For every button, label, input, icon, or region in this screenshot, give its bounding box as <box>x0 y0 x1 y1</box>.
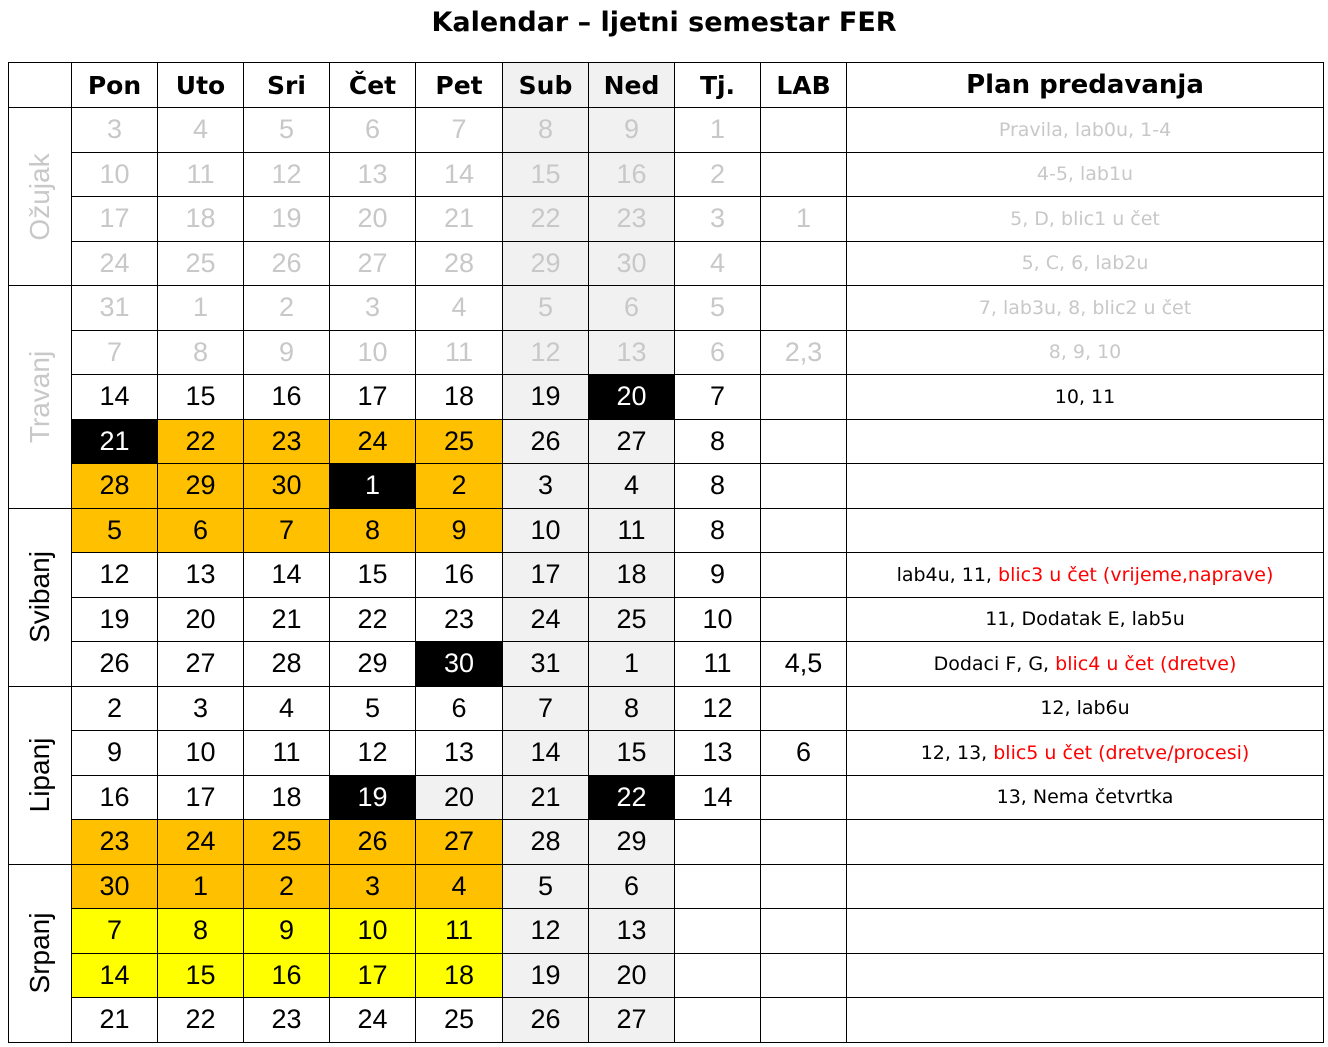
plan-cell <box>847 508 1324 553</box>
day-cell-fri: 21 <box>416 197 503 242</box>
header-tue: Uto <box>158 63 244 108</box>
day-cell-sun: 27 <box>589 419 675 464</box>
day-cell-tue: 15 <box>158 953 244 998</box>
day-cell-sat: 14 <box>503 731 589 776</box>
calendar-row <box>9 597 1324 642</box>
plan-text: Dodaci F, G, <box>933 652 1056 675</box>
plan-text: 10, 11 <box>1054 385 1116 408</box>
day-cell-fri: 4 <box>416 864 503 909</box>
day-cell-sat: 7 <box>503 686 589 731</box>
day-cell-sat: 26 <box>503 419 589 464</box>
week-number-cell: 9 <box>675 553 761 598</box>
day-cell-sun: 11 <box>589 508 675 553</box>
day-cell-tue: 20 <box>158 597 244 642</box>
day-cell-wed: 21 <box>244 597 330 642</box>
week-number-cell: 7 <box>675 375 761 420</box>
day-cell-tue: 6 <box>158 508 244 553</box>
week-number-cell: 2 <box>675 152 761 197</box>
day-cell-sat: 12 <box>503 909 589 954</box>
header-week: Tj. <box>675 63 761 108</box>
day-cell-fri: 11 <box>416 330 503 375</box>
plan-cell <box>847 909 1324 954</box>
day-cell-fri: 30 <box>416 642 503 687</box>
week-number-cell <box>675 953 761 998</box>
day-cell-mon: 12 <box>72 553 158 598</box>
day-cell-fri: 13 <box>416 731 503 776</box>
calendar-row <box>9 330 1324 375</box>
day-cell-sat: 22 <box>503 197 589 242</box>
day-cell-fri: 11 <box>416 909 503 954</box>
lab-cell: 4,5 <box>761 642 847 687</box>
day-cell-fri: 14 <box>416 152 503 197</box>
calendar-row <box>9 464 1324 509</box>
week-number-cell: 4 <box>675 241 761 286</box>
day-cell-mon: 28 <box>72 464 158 509</box>
plan-cell <box>847 330 1324 375</box>
plan-text: 5, D, blic1 u čet <box>1010 207 1160 230</box>
day-cell-thu: 3 <box>330 286 416 331</box>
day-cell-tue: 27 <box>158 642 244 687</box>
plan-cell <box>847 108 1324 153</box>
day-cell-fri: 7 <box>416 108 503 153</box>
semester-calendar-table <box>8 62 1324 1043</box>
calendar-row <box>9 820 1324 865</box>
month-label: Ožujak <box>24 152 55 241</box>
day-cell-tue: 1 <box>158 286 244 331</box>
month-label: Travanj <box>24 350 55 443</box>
day-cell-mon: 7 <box>72 330 158 375</box>
day-cell-sat: 24 <box>503 597 589 642</box>
day-cell-tue: 25 <box>158 241 244 286</box>
plan-text: Pravila, lab0u, 1-4 <box>998 118 1172 141</box>
day-cell-wed: 30 <box>244 464 330 509</box>
day-cell-thu: 27 <box>330 241 416 286</box>
lab-cell <box>761 419 847 464</box>
plan-text: 4-5, lab1u <box>1036 163 1134 186</box>
plan-cell <box>847 642 1324 687</box>
day-cell-sun: 15 <box>589 731 675 776</box>
calendar-row <box>9 998 1324 1043</box>
month-label: Srpanj <box>24 912 55 994</box>
day-cell-fri: 27 <box>416 820 503 865</box>
day-cell-thu: 29 <box>330 642 416 687</box>
plan-text: 12, 13, <box>920 741 994 764</box>
plan-cell <box>847 998 1324 1043</box>
calendar-row <box>9 553 1324 598</box>
day-cell-mon: 7 <box>72 909 158 954</box>
day-cell-sat: 5 <box>503 286 589 331</box>
lab-cell <box>761 152 847 197</box>
calendar-row <box>9 864 1324 909</box>
week-number-cell <box>675 909 761 954</box>
day-cell-sun: 6 <box>589 286 675 331</box>
plan-cell <box>847 953 1324 998</box>
day-cell-wed: 5 <box>244 108 330 153</box>
day-cell-thu: 22 <box>330 597 416 642</box>
day-cell-sun: 27 <box>589 998 675 1043</box>
day-cell-tue: 4 <box>158 108 244 153</box>
day-cell-fri: 6 <box>416 686 503 731</box>
lab-cell <box>761 286 847 331</box>
header-sun: Ned <box>589 63 675 108</box>
header-fri: Pet <box>416 63 503 108</box>
day-cell-fri: 16 <box>416 553 503 598</box>
day-cell-sat: 19 <box>503 953 589 998</box>
calendar-row <box>9 375 1324 420</box>
day-cell-mon: 9 <box>72 731 158 776</box>
header-mon: Pon <box>72 63 158 108</box>
day-cell-wed: 16 <box>244 953 330 998</box>
day-cell-thu: 19 <box>330 775 416 820</box>
week-number-cell: 3 <box>675 197 761 242</box>
header-row <box>9 63 1324 108</box>
day-cell-sun: 30 <box>589 241 675 286</box>
plan-cell <box>847 286 1324 331</box>
day-cell-sat: 8 <box>503 108 589 153</box>
day-cell-thu: 17 <box>330 953 416 998</box>
day-cell-mon: 17 <box>72 197 158 242</box>
lab-cell <box>761 241 847 286</box>
day-cell-wed: 4 <box>244 686 330 731</box>
day-cell-fri: 4 <box>416 286 503 331</box>
day-cell-mon: 14 <box>72 953 158 998</box>
week-number-cell: 5 <box>675 286 761 331</box>
day-cell-sat: 26 <box>503 998 589 1043</box>
week-number-cell: 8 <box>675 508 761 553</box>
week-number-cell: 8 <box>675 464 761 509</box>
day-cell-tue: 1 <box>158 864 244 909</box>
day-cell-sun: 22 <box>589 775 675 820</box>
calendar-row <box>9 419 1324 464</box>
day-cell-sat: 21 <box>503 775 589 820</box>
day-cell-thu: 24 <box>330 998 416 1043</box>
day-cell-fri: 23 <box>416 597 503 642</box>
lab-cell <box>761 375 847 420</box>
lab-cell <box>761 686 847 731</box>
plan-cell <box>847 241 1324 286</box>
day-cell-thu: 13 <box>330 152 416 197</box>
day-cell-sat: 31 <box>503 642 589 687</box>
day-cell-fri: 20 <box>416 775 503 820</box>
week-number-cell: 11 <box>675 642 761 687</box>
calendar-row <box>9 731 1324 776</box>
day-cell-wed: 23 <box>244 419 330 464</box>
month-label: Svibanj <box>24 551 55 643</box>
day-cell-wed: 12 <box>244 152 330 197</box>
day-cell-sun: 18 <box>589 553 675 598</box>
calendar-row <box>9 108 1324 153</box>
header-sat: Sub <box>503 63 589 108</box>
week-number-cell: 1 <box>675 108 761 153</box>
day-cell-fri: 25 <box>416 998 503 1043</box>
month-label: Lipanj <box>24 737 55 813</box>
day-cell-thu: 3 <box>330 864 416 909</box>
calendar-row <box>9 909 1324 954</box>
day-cell-wed: 2 <box>244 286 330 331</box>
day-cell-wed: 25 <box>244 820 330 865</box>
day-cell-thu: 17 <box>330 375 416 420</box>
plan-text: lab4u, 11, <box>896 563 999 586</box>
day-cell-sat: 19 <box>503 375 589 420</box>
week-number-cell: 10 <box>675 597 761 642</box>
day-cell-sun: 20 <box>589 953 675 998</box>
plan-cell <box>847 686 1324 731</box>
header-plan: Plan predavanja <box>847 63 1324 108</box>
plan-cell <box>847 553 1324 598</box>
day-cell-tue: 24 <box>158 820 244 865</box>
calendar-row <box>9 775 1324 820</box>
day-cell-sat: 15 <box>503 152 589 197</box>
day-cell-wed: 18 <box>244 775 330 820</box>
month-label-cell <box>9 864 72 1042</box>
plan-cell <box>847 731 1324 776</box>
day-cell-sun: 25 <box>589 597 675 642</box>
day-cell-mon: 30 <box>72 864 158 909</box>
day-cell-thu: 5 <box>330 686 416 731</box>
day-cell-wed: 19 <box>244 197 330 242</box>
plan-cell <box>847 597 1324 642</box>
day-cell-sat: 17 <box>503 553 589 598</box>
day-cell-sat: 28 <box>503 820 589 865</box>
calendar-row <box>9 686 1324 731</box>
week-number-cell <box>675 998 761 1043</box>
day-cell-mon: 31 <box>72 286 158 331</box>
lab-cell <box>761 553 847 598</box>
day-cell-wed: 9 <box>244 330 330 375</box>
calendar-row <box>9 953 1324 998</box>
lab-cell <box>761 108 847 153</box>
plan-cell <box>847 820 1324 865</box>
day-cell-sat: 10 <box>503 508 589 553</box>
header-lab: LAB <box>761 63 847 108</box>
plan-cell <box>847 464 1324 509</box>
plan-quiz-note: blic4 u čet (dretve) <box>1055 652 1237 675</box>
plan-text: 12, lab6u <box>1040 697 1130 720</box>
day-cell-sat: 3 <box>503 464 589 509</box>
plan-cell <box>847 197 1324 242</box>
day-cell-mon: 26 <box>72 642 158 687</box>
calendar-row <box>9 241 1324 286</box>
day-cell-fri: 18 <box>416 375 503 420</box>
plan-text: 13, Nema četvrtka <box>996 786 1174 809</box>
day-cell-mon: 10 <box>72 152 158 197</box>
month-label-cell <box>9 686 72 864</box>
day-cell-thu: 24 <box>330 419 416 464</box>
day-cell-tue: 8 <box>158 909 244 954</box>
lab-cell <box>761 864 847 909</box>
day-cell-mon: 21 <box>72 419 158 464</box>
day-cell-wed: 9 <box>244 909 330 954</box>
plan-cell <box>847 375 1324 420</box>
month-label-cell <box>9 108 72 286</box>
month-label-cell <box>9 286 72 509</box>
day-cell-wed: 23 <box>244 998 330 1043</box>
week-number-cell: 12 <box>675 686 761 731</box>
day-cell-wed: 2 <box>244 864 330 909</box>
week-number-cell: 14 <box>675 775 761 820</box>
day-cell-wed: 26 <box>244 241 330 286</box>
lab-cell <box>761 597 847 642</box>
calendar-row <box>9 152 1324 197</box>
day-cell-sun: 6 <box>589 864 675 909</box>
day-cell-thu: 20 <box>330 197 416 242</box>
day-cell-tue: 3 <box>158 686 244 731</box>
day-cell-thu: 26 <box>330 820 416 865</box>
week-number-cell <box>675 820 761 865</box>
day-cell-tue: 11 <box>158 152 244 197</box>
week-number-cell <box>675 864 761 909</box>
day-cell-fri: 18 <box>416 953 503 998</box>
day-cell-wed: 28 <box>244 642 330 687</box>
day-cell-sun: 16 <box>589 152 675 197</box>
week-number-cell: 8 <box>675 419 761 464</box>
day-cell-mon: 23 <box>72 820 158 865</box>
plan-quiz-note: blic5 u čet (dretve/procesi) <box>993 741 1250 764</box>
plan-cell <box>847 864 1324 909</box>
calendar-row <box>9 642 1324 687</box>
calendar-row <box>9 286 1324 331</box>
header-thu: Čet <box>330 63 416 108</box>
day-cell-thu: 12 <box>330 731 416 776</box>
day-cell-tue: 10 <box>158 731 244 776</box>
header-month <box>9 63 72 108</box>
day-cell-sat: 29 <box>503 241 589 286</box>
day-cell-mon: 16 <box>72 775 158 820</box>
day-cell-sat: 12 <box>503 330 589 375</box>
day-cell-thu: 10 <box>330 909 416 954</box>
lab-cell <box>761 909 847 954</box>
day-cell-tue: 22 <box>158 998 244 1043</box>
day-cell-mon: 2 <box>72 686 158 731</box>
day-cell-mon: 21 <box>72 998 158 1043</box>
day-cell-sun: 20 <box>589 375 675 420</box>
day-cell-tue: 15 <box>158 375 244 420</box>
calendar-body <box>9 108 1324 1043</box>
lab-cell <box>761 953 847 998</box>
calendar-row <box>9 197 1324 242</box>
day-cell-mon: 5 <box>72 508 158 553</box>
day-cell-wed: 16 <box>244 375 330 420</box>
day-cell-sun: 13 <box>589 330 675 375</box>
week-number-cell: 6 <box>675 330 761 375</box>
lab-cell: 1 <box>761 197 847 242</box>
day-cell-fri: 28 <box>416 241 503 286</box>
plan-cell <box>847 419 1324 464</box>
plan-cell <box>847 775 1324 820</box>
day-cell-fri: 2 <box>416 464 503 509</box>
lab-cell: 6 <box>761 731 847 776</box>
day-cell-mon: 3 <box>72 108 158 153</box>
day-cell-tue: 18 <box>158 197 244 242</box>
day-cell-sun: 4 <box>589 464 675 509</box>
header-wed: Sri <box>244 63 330 108</box>
plan-quiz-note: blic3 u čet (vrijeme,naprave) <box>998 563 1274 586</box>
day-cell-sun: 13 <box>589 909 675 954</box>
lab-cell <box>761 464 847 509</box>
day-cell-fri: 25 <box>416 419 503 464</box>
day-cell-thu: 10 <box>330 330 416 375</box>
day-cell-sun: 1 <box>589 642 675 687</box>
day-cell-tue: 13 <box>158 553 244 598</box>
plan-cell <box>847 152 1324 197</box>
day-cell-thu: 8 <box>330 508 416 553</box>
day-cell-fri: 9 <box>416 508 503 553</box>
day-cell-mon: 19 <box>72 597 158 642</box>
day-cell-sun: 23 <box>589 197 675 242</box>
day-cell-tue: 8 <box>158 330 244 375</box>
day-cell-tue: 17 <box>158 775 244 820</box>
plan-text: 5, C, 6, lab2u <box>1021 252 1149 275</box>
day-cell-sun: 29 <box>589 820 675 865</box>
lab-cell <box>761 820 847 865</box>
lab-cell: 2,3 <box>761 330 847 375</box>
plan-text: 8, 9, 10 <box>1048 341 1122 364</box>
plan-text: 7, lab3u, 8, blic2 u čet <box>978 296 1192 319</box>
day-cell-sun: 8 <box>589 686 675 731</box>
week-number-cell: 13 <box>675 731 761 776</box>
day-cell-sat: 5 <box>503 864 589 909</box>
day-cell-wed: 11 <box>244 731 330 776</box>
day-cell-thu: 1 <box>330 464 416 509</box>
day-cell-wed: 7 <box>244 508 330 553</box>
lab-cell <box>761 998 847 1043</box>
day-cell-tue: 29 <box>158 464 244 509</box>
plan-text: 11, Dodatak E, lab5u <box>985 608 1185 631</box>
calendar-row <box>9 508 1324 553</box>
day-cell-wed: 14 <box>244 553 330 598</box>
day-cell-mon: 24 <box>72 241 158 286</box>
month-label-cell <box>9 508 72 686</box>
day-cell-mon: 14 <box>72 375 158 420</box>
lab-cell <box>761 775 847 820</box>
day-cell-thu: 15 <box>330 553 416 598</box>
day-cell-tue: 22 <box>158 419 244 464</box>
lab-cell <box>761 508 847 553</box>
day-cell-sun: 9 <box>589 108 675 153</box>
day-cell-thu: 6 <box>330 108 416 153</box>
page-title: Kalendar – ljetni semestar FER <box>431 7 897 38</box>
